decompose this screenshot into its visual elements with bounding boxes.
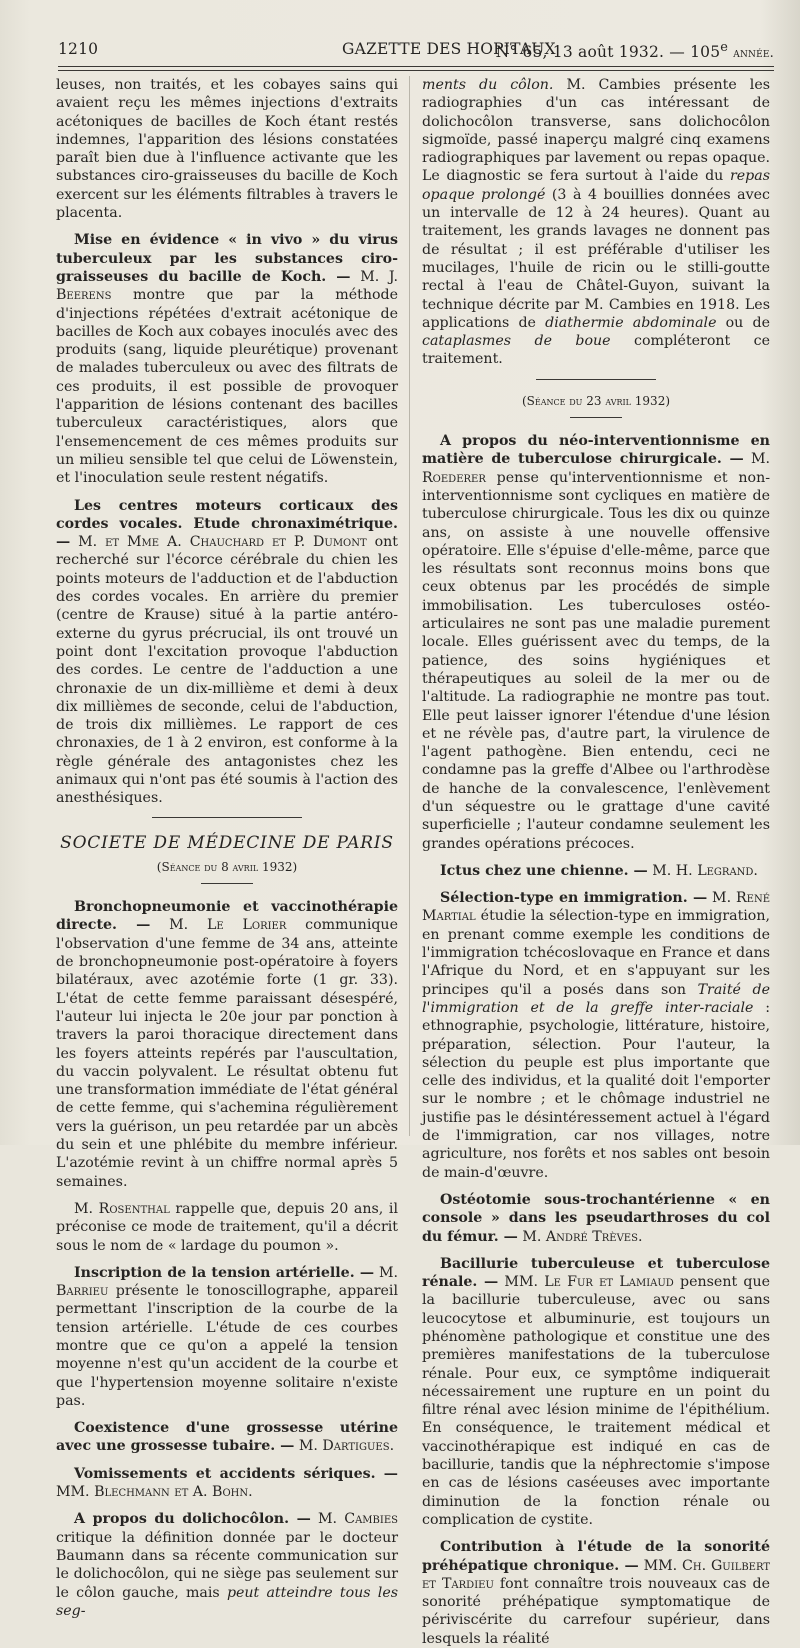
short-rule-right bbox=[570, 417, 622, 418]
article-grossesse: Coexistence d'une grossesse utérine avec une grossesse tubaire. — M. Dartigues. bbox=[56, 1420, 398, 1455]
article-immigration: Sélection-type en immigration. — M. René Martial étudie la sélection-type en immigration, en prenant comme exemple les conditions de l'immigration tchécoslovaque en France et dans l'Afrique du Nord, et en s'appuyant sur les principes qu'il a posés dans son Traité de l'immigration et de la greffe inter-raciale : ethnographie, psychologie, littérature, histoire, préparation, sélection. Pour l'auteur, la sélection du peuple est plus importante que celle des individus, et la qualité doit l'emporter sur le nombre ; et le chômage industriel ne justifie pas le désintéressement actuel à l'égard de l'immigration, car nos villages, notre agriculture, nos forêts et nos sables ont besoin de main-d'œuvre. bbox=[422, 890, 771, 1181]
article-ictus: Ictus chez une chienne. — M. H. Legrand. bbox=[440, 862, 758, 879]
left-column bbox=[56, 76, 399, 1619]
article-tension-arterielle: Inscription de la tension artérielle. — M. Barrieu présente le tonoscillographe, appareil permettant l'inscription de la courbe de la tension artérielle. L'étude de ces courbes montre que ce qu'on a appelé la tension moyenne n'est qu'un accident de la courbe et que l'hypertension moyenne solitaire n'existe pas. bbox=[56, 1264, 398, 1409]
society-heading: SOCIETE DE MÉDECINE DE PARIS bbox=[60, 832, 394, 853]
session-date: (Séance du 8 avril 1932) bbox=[156, 859, 298, 874]
right-column bbox=[422, 76, 771, 1647]
header-rule-top bbox=[58, 66, 774, 67]
header-rule-bottom bbox=[58, 70, 774, 71]
article-bacillurie: Bacillurie tuberculeuse et tuberculose rénale. — MM. Le Fur et Lamiaud pensent que la bacillurie tuberculeuse, avec ou sans leucocytose et albuminurie, est toujours un phénomène pathologique et constitue une des premières manifestations de la tuberculose rénale. Pour eux, ce symptôme indiquerait nécessairement une rupture en un point du filtre rénal avec lésion minime de l'épithélium. En conséquence, le traitement médical et vaccinothérapique est indiqué en cas de bacillurie, tandis que la néphrectomie s'impose en cas de lésions caséeuses avec importante diminution de la fonction rénale ou complication de cystite. bbox=[422, 1255, 770, 1528]
article-rosenthal: M. Rosenthal rappelle que, depuis 20 ans, il préconise ce mode de traitement, qu'il a décrit sous le nom de « lardage du poumon ». bbox=[56, 1200, 398, 1254]
article-vomissements: Vomissements et accidents sériques. — MM. Blechmann et A. Bohn. bbox=[56, 1465, 398, 1501]
paragraph-continued: leuses, non traités, et les cobayes sains qui avaient reçu les mêmes injections d'extraits acétoniques de bacilles de Koch étant restés indemnes, l'apparition des lésions constatées paraît bien due à l'influence activante que les substances ciro-graisseuses du bacille de Koch exercent sur les éléments filtrables à travers le placenta. bbox=[56, 77, 398, 222]
session-date-right: (Séance du 23 avril 1932) bbox=[521, 393, 671, 408]
page-header bbox=[58, 38, 774, 60]
article-virus-tuberculeux: Mise en évidence « in vivo » du virus tuberculeux par les substances ciro-graisseuses du bacille de Koch. — M. J. Beerens montre que par la méthode d'injections répétées d'extrait acétonique de bacilles de Koch aux cobayes inoculés avec des produits (sang, liquide pleurétique) provenant de malades tuberculeux ou avec des filtrats de ces produits, il est possible de provoquer l'apparition de lésions contenant des bacilles tuberculeux caractéristiques, alors que l'ensemencement de ces mêmes produits sur un milieu sensible tel que celui de Löwenstein, et l'inoculation seule restent négatifs. bbox=[56, 232, 398, 487]
paragraph-continued-right: ments du côlon. M. Cambies présente les radiographies d'un cas intéressant de dolichocôlon transverse, sans dolichocôlon sigmoïde, passé inaperçu malgré cinq examens radiographiques par lavement ou repas opaque. Le diagnostic se fera surtout à l'aide du repas opaque prolongé (3 à 4 bouillies données avec un intervalle de 12 à 24 heures). Quant au traitement, les grands lavages ne donnent pas de résultat ; il est préférable d'utiliser les mucilages, l'huile de ricin ou le stilli-goutte rectal à l'eau de Châtel-Guyon, suivant la technique décrite par M. Cambies en 1918. Les applications de diathermie abdominale ou de cataplasmes de boue compléteront ce traitement. bbox=[422, 77, 770, 368]
article-neo-interventionnisme: A propos du néo-interventionnisme en matière de tuberculose chirurgicale. — M. Roederer pense qu'interventionnisme et non-interventionnisme sont cycliques en matière de tuberculose chirurgicale. Tous les dix ou quinze ans, on assiste à une nouvelle offensive opératoire. Elle s'épuise d'elle-même, parce que les résultats sont reconnus moins bons que ceux obtenus par les procédés de simple immobilisation. Les tuberculoses ostéo-articulaires ne sont pas une maladie purement locale. Elles guérissent avec du temps, de la patience, des soins hygiéniques et thérapeutiques au soleil de la mer ou de l'altitude. La radiographie ne montre pas tout. Elle peut laisser ignorer l'étendue d'une lésion et ne révèle pas, d'autre part, la virulence de l'agent pathogène. Bien entendu, ceci ne condamne pas la greffe d'Albee ou l'arthrodèse de hanche de la convalescence, l'enlèvement d'un séquestre ou le grattage d'une cavité superficielle ; l'auteur condamne seulement les grandes opérations précoces. bbox=[422, 433, 771, 852]
article-dolichocolon: A propos du dolichocôlon. — M. Cambies critique la définition donnée par le docteur Baumann dans sa récente communication sur le dolichocôlon, qui ne siège pas seulement sur le côlon gauche, mais peut atteindre tous les seg- bbox=[56, 1511, 398, 1619]
short-rule bbox=[201, 883, 253, 884]
article-bronchopneumonie: Bronchopneumonie et vaccinothérapie directe. — M. Le Lorier communique l'observation d'une femme de 34 ans, atteinte de bronchopneumonie post-opératoire à foyers bilatéraux, avec azotémie forte (1 gr. 33). L'état de cette femme paraissant désespéré, l'auteur lui injecta le 20e jour par ponction à travers la paroi thoracique directement dans les foyers atteints repérés par l'auscultation, du vaccin polyvalent. Le résultat obtenu fut une transformation immédiate de l'état général de cette femme, qui s'achemina régulièrement vers la guérison, un peu retardée par un abcès du sein et une phlébite du membre inférieur. L'azotémie revint à un chiffre normal après 5 semaines. bbox=[56, 899, 398, 1190]
page-number: 1210 bbox=[58, 40, 99, 58]
issue-info: N° 65, 13 août 1932. — 105e année. bbox=[495, 40, 774, 62]
article-osteotomie: Ostéotomie sous-trochantérienne « en console » dans les pseudarthroses du col du fémur. — M. André Trèves. bbox=[422, 1191, 770, 1245]
section-rule bbox=[152, 817, 302, 818]
article-cordes-vocales: Les centres moteurs corticaux des cordes vocales. Etude chronaximétrique. — M. et Mme A. Chauchard et P. Dumont ont recherché sur l'écorce cérébrale du chien les points moteurs de l'adduction et de l'abduction des cordes vocales. En arrière du premier (centre de Krause) situé à la partie antéro-externe du gyrus précrucial, ils ont trouvé un point dont l'excitation provoque l'abduction des cordes. Le centre de l'adduction a une chronaxie de un dix-millième et demi à deux dix millièmes de seconde, celui de l'abduction, de trois dix millièmes. Le rapport de ces chronaxies, de 1 à 2 environ, est conforme à la règle générale des antagonistes chez les animaux qui n'ont pas été soumis à l'action des anesthésiques. bbox=[56, 497, 399, 807]
journal-title: GAZETTE DES HOPITAUX bbox=[342, 40, 556, 58]
column-separator bbox=[409, 76, 410, 1136]
section-rule-right bbox=[536, 379, 656, 380]
article-sonorite: Contribution à l'étude de la sonorité préhépatique chronique. — MM. Ch. Guilbert et Tardieu font connaître trois nouveaux cas de sonorité préhépatique symptomatique de périviscérite du carrefour supérieur, dans lesquels la réalité bbox=[422, 1539, 771, 1647]
